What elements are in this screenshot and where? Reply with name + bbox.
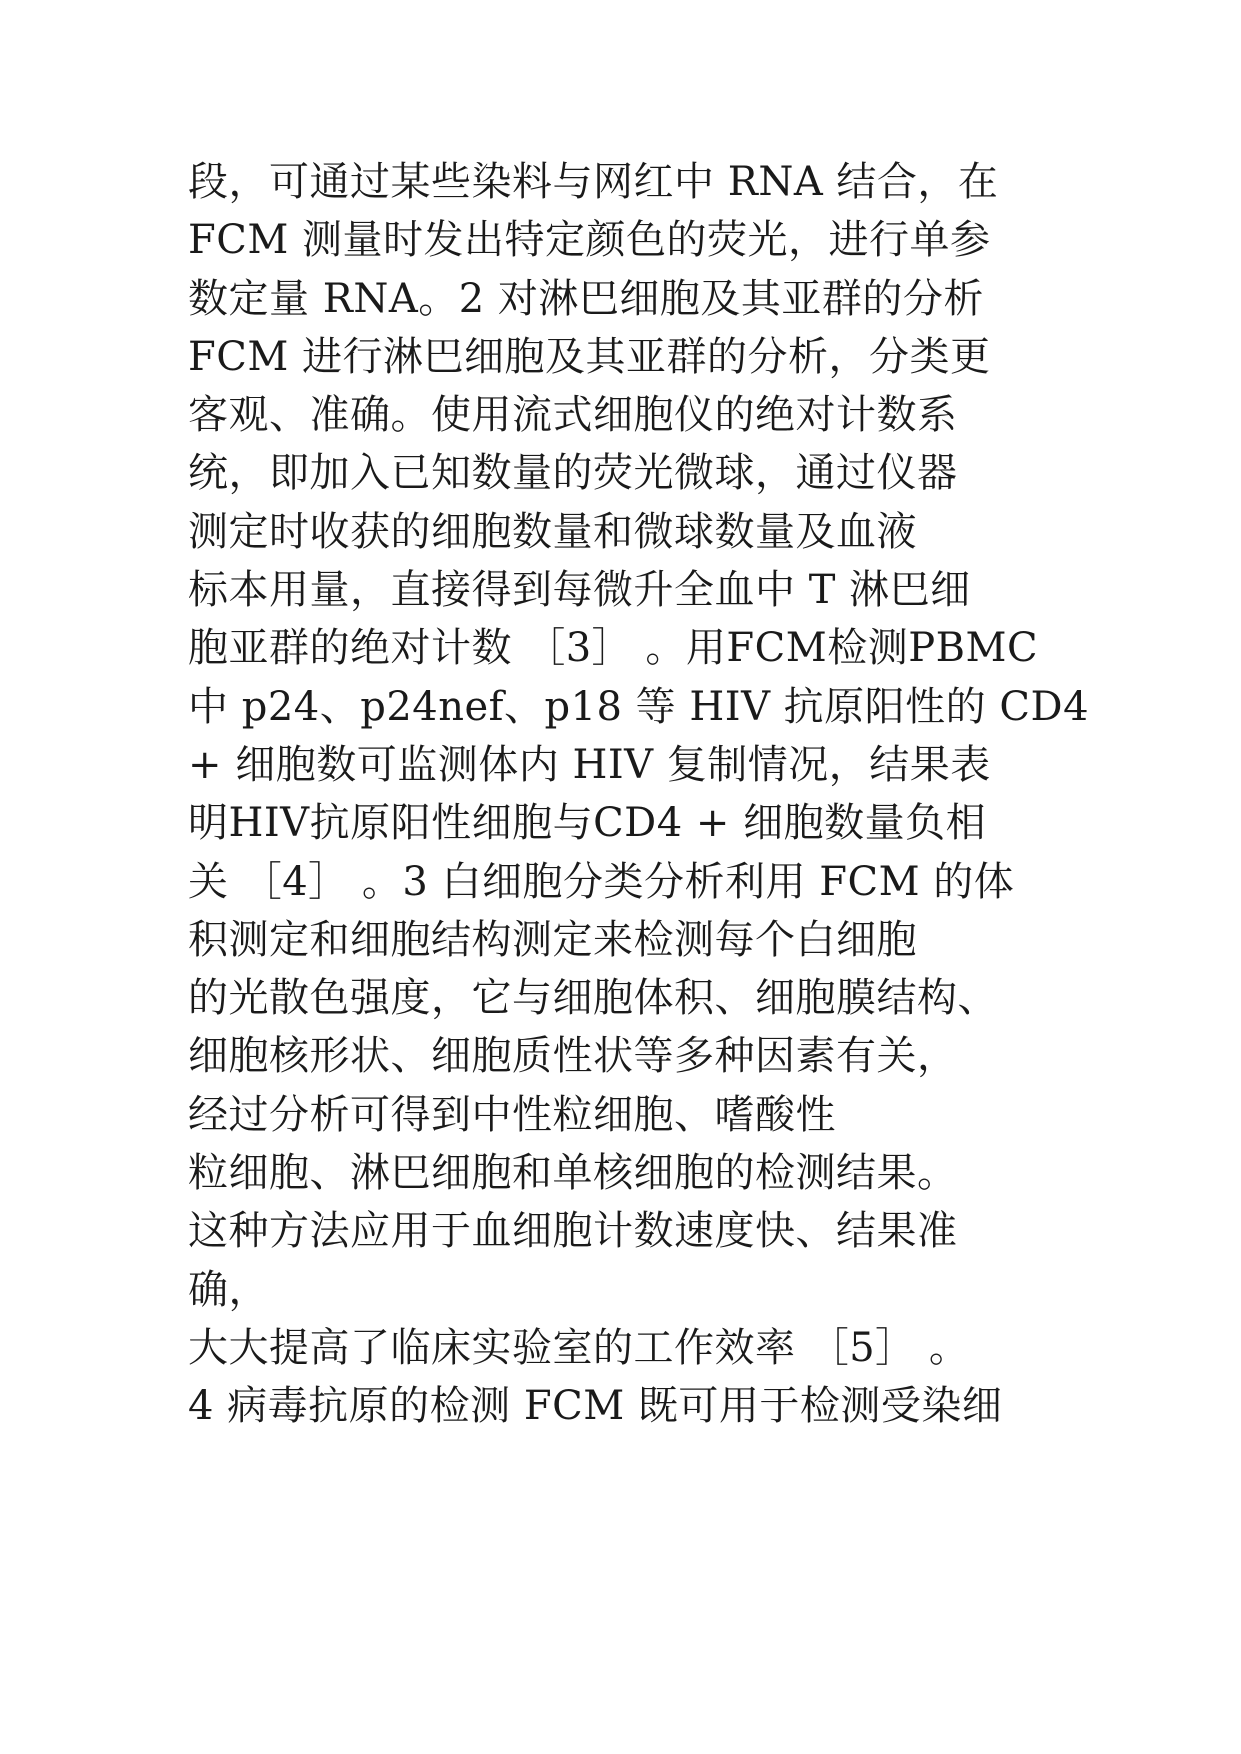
text-line: FCM 测量时发出特定颜色的荧光，进行单参 — [188, 217, 991, 264]
text-line: 大大提高了临床实验室的工作效率 ［5］ 。 — [188, 1324, 970, 1371]
text-line: 确， — [188, 1266, 269, 1313]
text-line: 中 p24、p24nef、p18 等 HIV 抗原阳性的 CD4 — [188, 683, 1090, 730]
text-line: 这种方法应用于血细胞计数速度快、结果准 — [188, 1208, 958, 1255]
text-line: 的光散色强度，它与细胞体积、细胞膜结构、 — [188, 975, 998, 1022]
text-line: 关 ［4］ 。3 白细胞分类分析利用 FCM 的体 — [188, 858, 1015, 905]
text-line: FCM 进行淋巴细胞及其亚群的分析，分类更 — [188, 333, 991, 380]
text-line: 积测定和细胞结构测定来检测每个白细胞 — [188, 916, 917, 963]
text-line: 数定量 RNA。2 对淋巴细胞及其亚群的分析 — [188, 275, 984, 322]
text-line: 标本用量，直接得到每微升全血中 T 淋巴细 — [188, 567, 971, 614]
text-line: 胞亚群的绝对计数 ［3］ 。用FCM检测PBMC — [188, 625, 1039, 672]
text-line: 统，即加入已知数量的荧光微球，通过仪器 — [188, 450, 958, 497]
text-line: 客观、准确。使用流式细胞仪的绝对计数系 — [188, 392, 958, 439]
text-line: 经过分析可得到中性粒细胞、嗜酸性 — [188, 1091, 836, 1138]
text-line: 粒细胞、淋巴细胞和单核细胞的检测结果。 — [188, 1150, 958, 1197]
text-line: 4 病毒抗原的检测 FCM 既可用于检测受染细 — [188, 1383, 1003, 1430]
body-text — [188, 153, 1088, 1436]
text-line: 细胞核形状、细胞质性状等多种因素有关， — [188, 1033, 958, 1080]
text-line: 测定时收获的细胞数量和微球数量及血液 — [188, 508, 917, 555]
text-line: + 细胞数可监测体内 HIV 复制情况，结果表 — [188, 741, 991, 788]
text-line: 明HIV抗原阳性细胞与CD4 + 细胞数量负相 — [188, 800, 987, 847]
text-line: 段，可通过某些染料与网红中 RNA 结合，在 — [188, 159, 999, 205]
